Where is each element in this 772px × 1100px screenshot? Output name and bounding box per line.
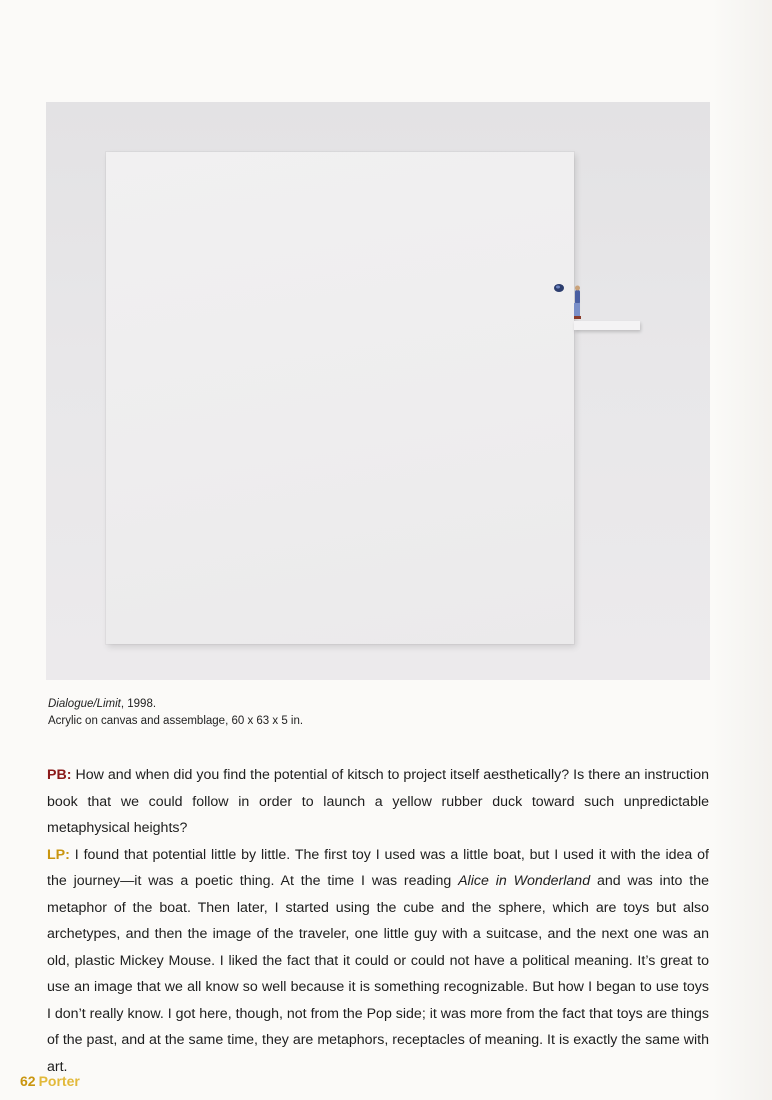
pb-question-paragraph [47, 762, 709, 842]
pb-speaker-label: PB: [47, 767, 72, 783]
magazine-name: Porter [38, 1073, 80, 1089]
artwork-caption [48, 696, 698, 730]
lp-answer-paragraph [47, 842, 709, 1081]
caption-title-line [48, 696, 698, 713]
page-folio [20, 1073, 80, 1089]
interview-text [47, 762, 709, 1080]
white-canvas-panel [106, 152, 574, 644]
artwork-photo [46, 102, 710, 680]
lp-answer-part1: I found that potential little by little. The first toy I used was a little boat, but I used it with the idea of the journey—it was a poetic thing. At the time I was reading [47, 846, 709, 889]
page-number: 62 [20, 1073, 36, 1089]
artwork-title: Dialogue/Limit [48, 698, 121, 710]
page-gutter-shade [712, 0, 772, 1100]
lp-speaker-label: LP: [47, 846, 70, 863]
artwork-year: , 1998. [120, 698, 157, 710]
artwork-medium: Acrylic on canvas and assemblage, 60 x 63 x 5 in. [48, 715, 304, 727]
toy-figures-icon [552, 278, 592, 324]
pb-question: How and when did you find the potential of kitsch to project itself aesthetically? Is there an instruction book that we could follow in order to launch a yellow rubber duck toward such unpredictable metaphysical heights? [47, 767, 709, 836]
lp-answer-part2: and was into the metaphor of the boat. Then later, I started using the cube and the sphere, which are toys but also archetypes, and then the image of the traveler, one little guy with a suitcase, and the next one was an old, plastic Mickey Mouse. I liked the fact that it could or could not have a political meaning. It’s great to use an image that we all know so well because it is something recognizable. But how I began to use toys I don’t really know. I got here, though, not from the Pop side; it was more from the fact that toys are things of the past, and at the same time, they are metaphors, receptacles of meaning. It is exactly the same with art. [47, 873, 709, 1075]
book-title: Alice in Wonderland [458, 873, 591, 889]
